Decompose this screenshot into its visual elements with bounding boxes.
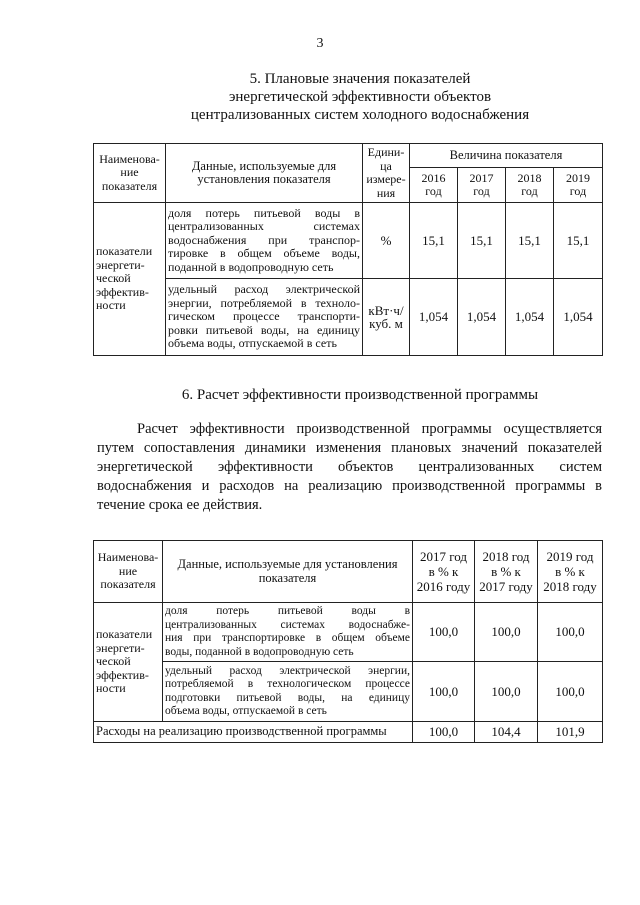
paragraph-line: течение срока ее действия.	[97, 497, 263, 513]
row-description: доля потерь питьевой воды в централизованных системах водоснабже- ния при транспортировке в общем объеме воды, поданной в водопроводную сеть	[163, 603, 413, 662]
value-cell: 100,0	[413, 722, 475, 743]
paragraph-line: энергетической эффективности объектов централизованных систем	[97, 459, 602, 475]
group-name-cell: показатели энергети- ческой эффектив- ности	[94, 203, 166, 356]
paragraph-line: водоснабжения и расходов на реализацию производственной программы в	[97, 478, 602, 494]
paragraph-line: Расчет эффективности производственной программы осуществляется	[137, 421, 602, 437]
header-data-cell: Данные, используемые для установления показателя	[163, 541, 413, 603]
row-description: удельный расход электрической энергии, потребляемой в техноло- гическом процессе транспорти- ровки питьевой воды, на единицу объема воды, отпускаемой в сеть	[166, 279, 363, 356]
year-label: 2018 год	[517, 170, 542, 198]
section5-title-line: энергетической эффективности объектов	[228, 89, 492, 105]
value-cell: 15,1	[554, 203, 603, 279]
value-cell: 1,054	[554, 279, 603, 356]
header-value-cell: Величина показателя	[410, 144, 603, 168]
value-cell: 15,1	[410, 203, 458, 279]
value-cell: 100,0	[538, 603, 603, 662]
header-year-2019	[554, 168, 603, 203]
row-unit: %	[363, 203, 410, 279]
section6-paragraph	[97, 420, 602, 515]
group-name-cell: показатели энергети- ческой эффектив- ности	[94, 603, 163, 722]
indicators-table	[93, 143, 603, 356]
year-label: 2016 год	[421, 170, 446, 198]
row-description: удельный расход электрической энергии, потребляемой в технологическом процессе подготовки питьевой воды, на единицу объема воды, отпускаемой в сеть	[163, 662, 413, 722]
value-cell: 101,9	[538, 722, 603, 743]
efficiency-table	[93, 540, 603, 743]
value-cell: 1,054	[410, 279, 458, 356]
value-cell: 104,4	[475, 722, 538, 743]
section6-title: 6. Расчет эффективности производственной программы	[181, 387, 539, 403]
table-row	[94, 279, 603, 356]
header-ratio-2019: 2019 год в % к 2018 году	[538, 541, 603, 603]
year-label: 2017 год	[469, 170, 494, 198]
expenses-row	[94, 722, 603, 743]
header-name-cell: Наименова- ние показателя	[94, 541, 163, 603]
header-name-cell: Наименова- ние показателя	[94, 144, 166, 203]
expenses-label: Расходы на реализацию производственной программы	[94, 722, 413, 743]
header-ratio-2017: 2017 год в % к 2016 году	[413, 541, 475, 603]
header-year-2016	[410, 168, 458, 203]
section5-title-line: централизованных систем холодного водоснабжения	[190, 107, 530, 123]
table-row	[94, 603, 603, 662]
value-cell: 15,1	[458, 203, 506, 279]
value-cell: 15,1	[506, 203, 554, 279]
value-cell: 1,054	[458, 279, 506, 356]
header-ratio-2018: 2018 год в % к 2017 году	[475, 541, 538, 603]
row-description: доля потерь питьевой воды в централизованных системах водоснабжения при транспор- тировке в общем объеме воды, поданной в водопроводную сеть	[166, 203, 363, 279]
value-cell: 100,0	[475, 603, 538, 662]
header-year-2017	[458, 168, 506, 203]
header-unit-cell: Едини- ца измере- ния	[363, 144, 410, 203]
header-year-2018	[506, 168, 554, 203]
header-data-cell: Данные, используемые для установления показателя	[166, 144, 363, 203]
value-cell: 100,0	[475, 662, 538, 722]
page-number: 3	[316, 36, 324, 51]
paragraph-line: путем сопоставления динамики изменения плановых значений показателей	[97, 440, 602, 456]
value-cell: 1,054	[506, 279, 554, 356]
value-cell: 100,0	[538, 662, 603, 722]
row-unit: кВт·ч/ куб. м	[363, 279, 410, 356]
section5-title-line: 5. Плановые значения показателей	[249, 71, 471, 87]
table-row	[94, 203, 603, 279]
value-cell: 100,0	[413, 662, 475, 722]
year-label: 2019 год	[566, 170, 590, 198]
table-row	[94, 662, 603, 722]
section5-title	[100, 70, 620, 124]
value-cell: 100,0	[413, 603, 475, 662]
